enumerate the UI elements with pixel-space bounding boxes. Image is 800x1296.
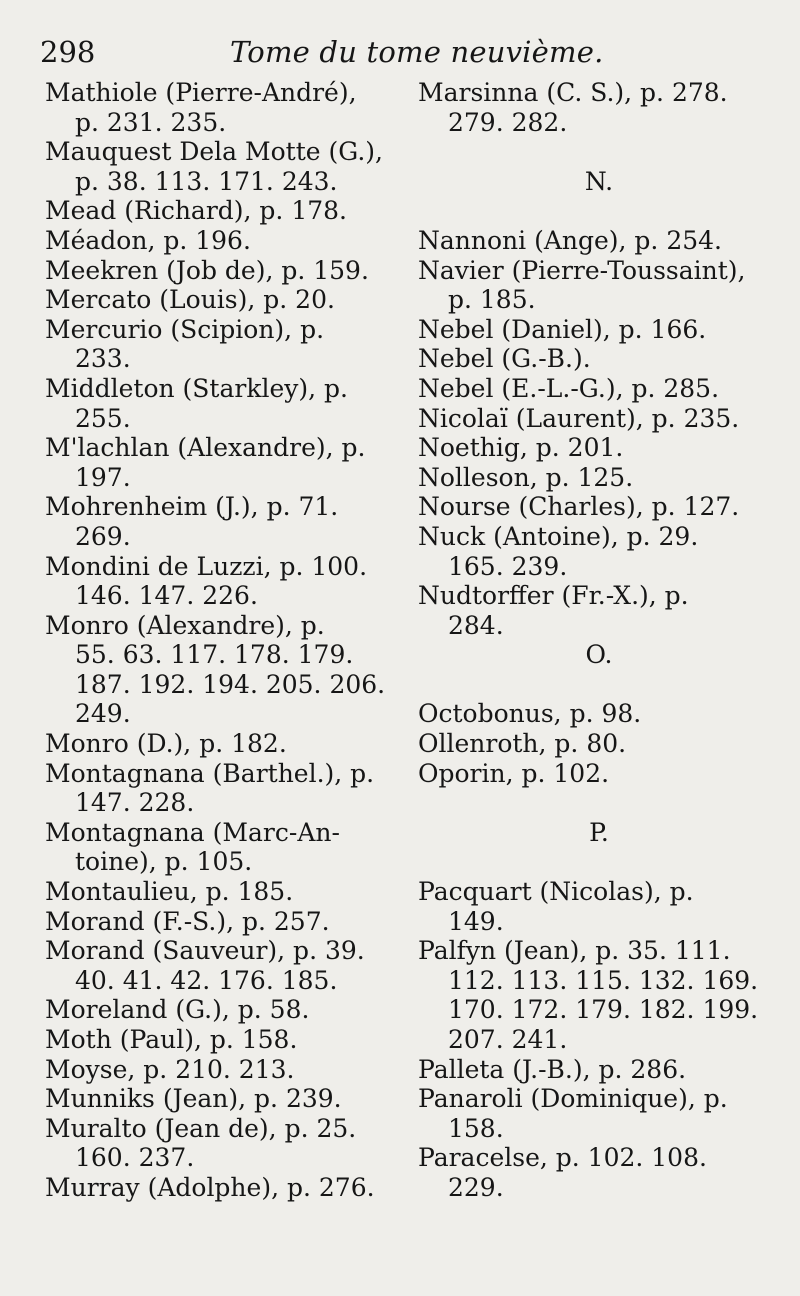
- index-entry: Mauquest Dela Motte (G.),: [45, 137, 383, 167]
- index-entry: M'lachlan (Alexandre), p.: [45, 433, 366, 463]
- index-entry: Mead (Richard), p. 178.: [45, 196, 347, 226]
- blank-line: [418, 788, 780, 818]
- index-entry: Nudtorffer (Fr.-X.), p.: [418, 581, 689, 611]
- index-entry-continuation: toine), p. 105.: [75, 847, 253, 877]
- index-entry-continuation: 284.: [448, 610, 504, 640]
- index-entry: Muralto (Jean de), p. 25.: [45, 1113, 357, 1143]
- index-entry-continuation: 149.: [448, 906, 504, 936]
- index-entry-continuation: 112. 113. 115. 132. 169.: [448, 965, 759, 995]
- index-entry: Palfyn (Jean), p. 35. 111.: [418, 936, 731, 966]
- index-entry: Monro (Alexandre), p.: [45, 610, 325, 640]
- index-entry: Morand (Sauveur), p. 39.: [45, 936, 365, 966]
- blank-line: [418, 670, 780, 700]
- index-entry: Pacquart (Nicolas), p.: [418, 877, 694, 907]
- blank-line: [418, 196, 780, 226]
- index-entry: Marsinna (C. S.), p. 278.: [418, 78, 728, 107]
- page-number: 298: [40, 35, 96, 69]
- index-entry-continuation: 147. 228.: [75, 788, 195, 818]
- index-entry: Noethig, p. 201.: [418, 433, 624, 463]
- index-entry-continuation: 269.: [75, 521, 131, 551]
- index-entry: Montagnana (Barthel.), p.: [45, 758, 375, 788]
- blank-line: [418, 847, 780, 877]
- index-entry-continuation: 229.: [448, 1172, 504, 1202]
- index-entry: Moreland (G.), p. 58.: [45, 995, 310, 1025]
- index-entry-continuation: 146. 147. 226.: [75, 581, 258, 611]
- section-letter-heading: P.: [589, 817, 609, 847]
- index-entry: Navier (Pierre-Toussaint),: [418, 255, 746, 285]
- index-entry: Octobonus, p. 98.: [418, 699, 642, 729]
- index-entry: Montaulieu, p. 185.: [45, 877, 294, 907]
- index-entry: Nebel (Daniel), p. 166.: [418, 314, 707, 344]
- index-entry-continuation: 40. 41. 42. 176. 185.: [75, 965, 338, 995]
- index-entry-continuation: 160. 237.: [75, 1143, 195, 1173]
- index-entry: Murray (Adolphe), p. 276.: [45, 1172, 375, 1202]
- index-entry: Nannoni (Ange), p. 254.: [418, 225, 722, 255]
- index-entry: Paracelse, p. 102. 108.: [418, 1143, 707, 1173]
- index-entry-continuation: 233.: [75, 344, 131, 374]
- index-entry: Mathiole (Pierre-André),: [45, 78, 357, 107]
- index-entry: Meekren (Job de), p. 159.: [45, 255, 369, 285]
- index-entry: Moth (Paul), p. 158.: [45, 1025, 298, 1054]
- index-entry: Munniks (Jean), p. 239.: [45, 1084, 342, 1114]
- running-title: Tome du tome neuvième.: [230, 35, 604, 69]
- index-entry: Mondini de Luzzi, p. 100.: [45, 551, 368, 581]
- index-entry: Nebel (G.-B.).: [418, 344, 591, 374]
- blank-line: [418, 137, 780, 167]
- index-entry-continuation: 187. 192. 194. 205. 206.: [75, 669, 386, 699]
- index-entry-continuation: 165. 239.: [448, 551, 568, 581]
- index-column-left: [45, 78, 410, 1203]
- index-entry-continuation: 207. 241.: [448, 1025, 568, 1054]
- index-entry: Ollenroth, p. 80.: [418, 729, 627, 759]
- index-entry: Oporin, p. 102.: [418, 758, 610, 788]
- index-entry: Nicolaï (Laurent), p. 235.: [418, 403, 740, 433]
- index-entry: Middleton (Starkley), p.: [45, 373, 348, 403]
- section-letter-heading: O.: [585, 640, 613, 670]
- index-entry: Mercato (Louis), p. 20.: [45, 285, 335, 315]
- index-entry-continuation: 255.: [75, 403, 131, 433]
- index-entry: Nolleson, p. 125.: [418, 462, 634, 492]
- page-header: [40, 32, 780, 72]
- index-entry-continuation: 55. 63. 117. 178. 179.: [75, 640, 354, 670]
- index-entry: Mercurio (Scipion), p.: [45, 314, 325, 344]
- section-letter-heading: N.: [584, 166, 614, 196]
- index-entry: Nuck (Antoine), p. 29.: [418, 521, 699, 551]
- index-entry: Moyse, p. 210. 213.: [45, 1054, 295, 1084]
- index-entry: Nourse (Charles), p. 127.: [418, 492, 740, 522]
- index-entry-continuation: p. 185.: [448, 285, 536, 315]
- index-entry: Palleta (J.-B.), p. 286.: [418, 1054, 687, 1084]
- index-entry: Monro (D.), p. 182.: [45, 729, 287, 759]
- index-entry-continuation: 170. 172. 179. 182. 199.: [448, 995, 759, 1025]
- index-entry: Méadon, p. 196.: [45, 225, 251, 255]
- index-entry-continuation: p. 38. 113. 171. 243.: [75, 166, 338, 196]
- index-entry-continuation: p. 231. 235.: [75, 107, 227, 137]
- index-entry-continuation: 197.: [75, 462, 131, 492]
- index-entry: Nebel (E.-L.-G.), p. 285.: [418, 373, 720, 403]
- index-entry: Mohrenheim (J.), p. 71.: [45, 492, 339, 522]
- index-entry-continuation: 279. 282.: [448, 107, 568, 137]
- index-entry: Morand (F.-S.), p. 257.: [45, 906, 330, 936]
- index-entry: Montagnana (Marc-An-: [45, 817, 340, 847]
- index-entry: Panaroli (Dominique), p.: [418, 1084, 728, 1114]
- index-entry-continuation: 158.: [448, 1113, 504, 1143]
- index-entry-continuation: 249.: [75, 699, 131, 729]
- index-column-right: [418, 78, 780, 1203]
